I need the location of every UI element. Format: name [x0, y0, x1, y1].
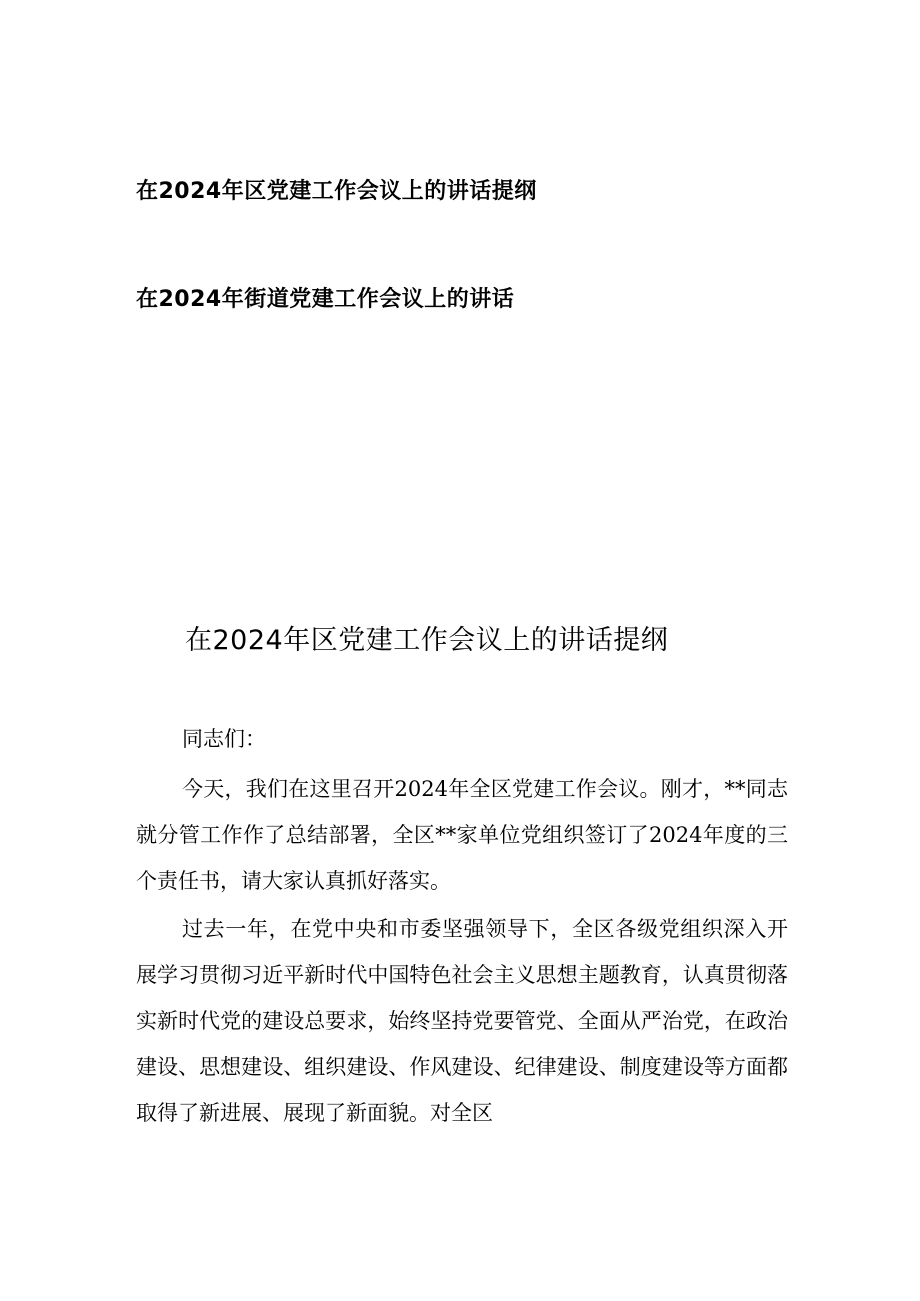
paragraph-1: 今天，我们在这里召开2024年全区党建工作会议。刚才，**同志就分管工作作了总结部署，全区**家单位党组织签订了2024年度的三个责任书，请大家认真抓好落实。 [136, 777, 788, 893]
document-title: 在2024年区党建工作会议上的讲话提纲 [185, 625, 669, 656]
toc-item-street-speech: 在2024年街道党建工作会议上的讲话 [136, 287, 515, 312]
salutation: 同志们： [182, 727, 266, 751]
toc-item-district-speech-outline: 在2024年区党建工作会议上的讲话提纲 [136, 179, 537, 204]
paragraph-2: 过去一年，在党中央和市委坚强领导下，全区各级党组织深入开展学习贯彻习近平新时代中国特色社会主义思想主题教育，认真贯彻落实新时代党的建设总要求，始终坚持党要管党、全面从严治党，在政治建设、思想建设、组织建设、作风建设、纪律建设、制度建设等方面都取得了新进展、展现了新面貌。对全区 [136, 917, 788, 1125]
